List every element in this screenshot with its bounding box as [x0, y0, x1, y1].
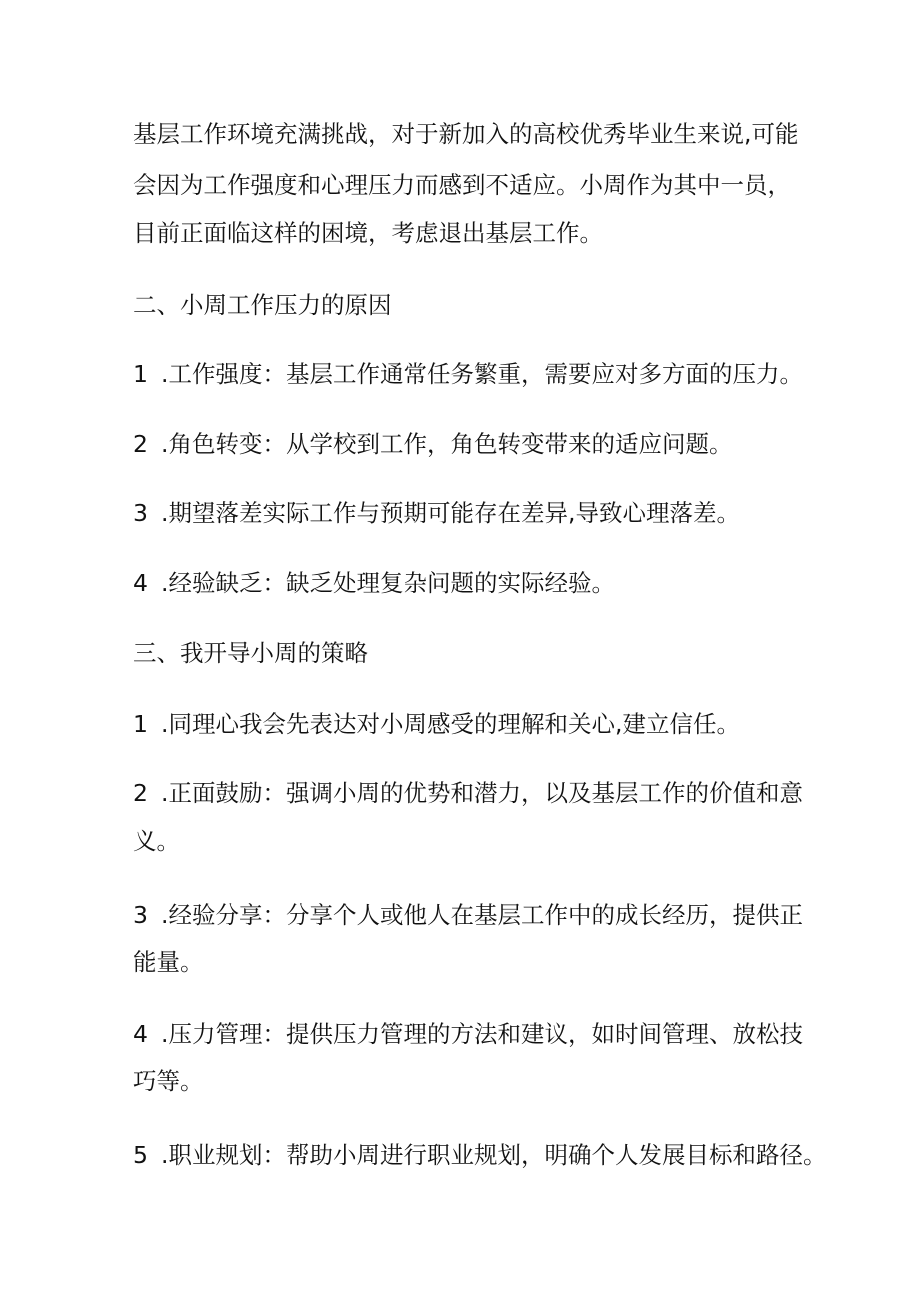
- section-3-item-3: [133, 897, 813, 933]
- item-number: 2: [133, 430, 148, 458]
- item-text: .职业规划：帮助小周进行职业规划，明确个人发展目标和路径。: [161, 1141, 827, 1169]
- item-number: 2: [133, 779, 148, 807]
- section-2-item-4: [133, 565, 813, 601]
- item-number: 1: [133, 360, 148, 388]
- item-text: .经验分享：分享个人或他人在基层工作中的成长经历，提供正: [161, 901, 803, 929]
- section-3-item-3-continuation: 能量。: [133, 948, 204, 976]
- section-2-item-3: [133, 495, 813, 531]
- item-text: .经验缺乏：缺乏处理复杂问题的实际经验。: [161, 569, 615, 597]
- section-2-item-1: [133, 356, 813, 392]
- item-number: 1: [133, 710, 148, 738]
- item-text: .正面鼓励：强调小周的优势和潜力，以及基层工作的价值和意: [161, 779, 803, 807]
- section-2-heading: 二、小周工作压力的原因: [133, 291, 392, 319]
- section-2-item-2: [133, 426, 813, 462]
- item-text: .角色转变：从学校到工作，角色转变带来的适应问题。: [161, 430, 733, 458]
- item-text: .期望落差实际工作与预期可能存在差异,导致心理落差。: [161, 499, 740, 527]
- section-3-item-5: [133, 1137, 827, 1173]
- section-3-item-4: [133, 1016, 813, 1052]
- item-number: 4: [133, 569, 148, 597]
- section-3-heading: 三、我开导小周的策略: [133, 639, 368, 667]
- item-number: 5: [133, 1141, 148, 1169]
- intro-line-2: 会因为工作强度和心理压力而感到不适应。小周作为其中一员，: [133, 171, 791, 199]
- section-3-item-2: [133, 775, 813, 811]
- item-number: 3: [133, 499, 148, 527]
- section-3-item-4-continuation: 巧等。: [133, 1067, 204, 1095]
- item-number: 4: [133, 1020, 148, 1048]
- item-text: .工作强度：基层工作通常任务繁重，需要应对多方面的压力。: [161, 360, 803, 388]
- item-number: 3: [133, 901, 148, 929]
- intro-line-1: 基层工作环境充满挑战，对于新加入的高校优秀毕业生来说,可能: [133, 120, 799, 148]
- item-text: .同理心我会先表达对小周感受的理解和关心,建立信任。: [161, 710, 740, 738]
- section-3-item-2-continuation: 义。: [133, 827, 180, 855]
- item-text: .压力管理：提供压力管理的方法和建议，如时间管理、放松技: [161, 1020, 803, 1048]
- section-3-item-1: [133, 706, 813, 742]
- intro-line-3: 目前正面临这样的困境，考虑退出基层工作。: [133, 219, 603, 247]
